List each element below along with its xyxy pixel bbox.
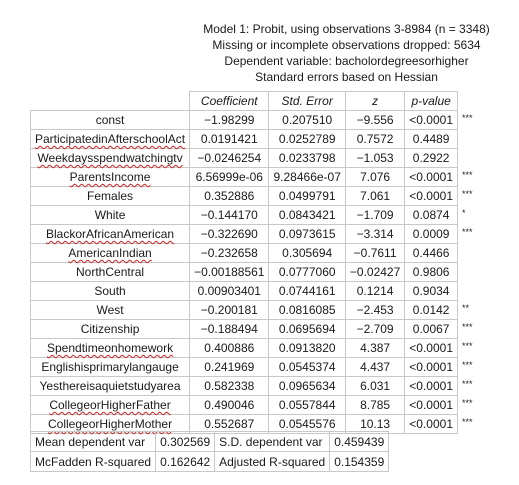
variable-label: CollegeorHigherFather [49,398,171,412]
coefficient-cell: −0.232658 [190,244,269,263]
z-cell: −9.556 [345,111,404,130]
z-cell: −3.314 [345,225,404,244]
table-row [31,111,491,130]
std-error-cell: 0.0545374 [269,358,345,377]
variable-label: Weekdaysspendwatchingtv [37,151,183,165]
coefficient-cell: −0.322690 [190,225,269,244]
dependent-variable [0,54,519,68]
table-row [31,244,491,263]
std-error-cell: 0.0816085 [269,301,345,320]
coefficient-cell: −0.188494 [190,320,269,339]
significance-stars: *** [462,397,473,408]
variable-name [31,377,190,396]
stat-value: 0.459439 [330,432,389,452]
z-cell: 10.13 [345,415,404,434]
table-row [31,263,491,282]
z-cell: 0.7572 [345,130,404,149]
coefficient-cell: 0.0191421 [190,130,269,149]
stat-label: McFadden R-squared [31,452,156,472]
coefficient-cell: −0.0246254 [190,149,269,168]
std-error-cell: 0.0557844 [269,396,345,415]
std-error-cell: 0.0973615 [269,225,345,244]
variable-name [31,339,190,358]
z-cell: 0.1214 [345,282,404,301]
table-row [31,396,491,415]
p-value-cell: <0.0001 [405,111,458,130]
table-row [31,282,491,301]
variable-name [31,130,190,149]
missing-note-text: Missing or incomplete observations dropped: 5634 [212,38,481,52]
variable-name [31,206,190,225]
p-value-cell: <0.0001 [405,339,458,358]
header-z: z [345,92,404,111]
variable-name [31,396,190,415]
z-cell: −2.709 [345,320,404,339]
variable-name [31,282,190,301]
standard-errors-note [0,70,519,84]
table-row [31,149,491,168]
z-cell: −1.053 [345,149,404,168]
table-row [31,301,491,320]
variable-name [31,263,190,282]
z-cell: 6.031 [345,377,404,396]
p-value-cell: 0.4466 [405,244,458,263]
significance-stars: *** [462,378,473,389]
std-error-cell: 0.0695694 [269,320,345,339]
significance-stars: *** [462,226,473,237]
header-coefficient: Coefficient [190,92,269,111]
table-row [31,168,491,187]
std-error-cell: 0.0777060 [269,263,345,282]
variable-label: Englishisprimarylangauge [41,360,179,374]
p-value-cell: 0.9034 [405,282,458,301]
variable-name [31,225,190,244]
std-error-cell: 0.0965634 [269,377,345,396]
p-value-cell: 0.0874 [405,206,458,225]
std-error-cell: 0.0252789 [269,130,345,149]
table-row [31,206,491,225]
coefficient-cell: −1.98299 [190,111,269,130]
significance-stars: *** [462,416,473,427]
z-cell: 7.076 [345,168,404,187]
z-cell: −0.7611 [345,244,404,263]
stat-label: Adjusted R-squared [215,452,330,472]
variable-label: Females [87,189,134,203]
z-cell: 4.437 [345,358,404,377]
significance-stars [458,130,491,149]
table-row [31,130,491,149]
significance-stars: *** [462,112,473,123]
z-cell: −1.709 [345,206,404,225]
stats-row [31,432,389,452]
regression-table [30,91,491,434]
std-error-cell: 0.305694 [269,244,345,263]
model-title-text: Model 1: Probit, using observations 3-8984 (n = 3348) [203,22,490,36]
significance-stars: *** [462,321,473,332]
coefficient-cell: 6.56999e-06 [190,168,269,187]
table-row [31,320,491,339]
std-error-cell: 9.28466e-07 [269,168,345,187]
variable-label: Citizenship [80,322,140,336]
coefficient-cell: 0.00903401 [190,282,269,301]
significance-stars: *** [462,169,473,180]
table-row [31,358,491,377]
standard-errors-note-text: Standard errors based on Hessian [255,70,438,84]
coefficient-cell: 0.490046 [190,396,269,415]
variable-label: West [96,303,124,317]
variable-name [31,111,190,130]
std-error-cell: 0.207510 [269,111,345,130]
p-value-cell: 0.0142 [405,301,458,320]
header-p-value: p-value [405,92,458,111]
variable-name [31,358,190,377]
std-error-cell: 0.0913820 [269,339,345,358]
significance-stars: *** [462,359,473,370]
stats-row [31,452,389,472]
missing-note [0,38,519,52]
std-error-cell: 0.0545576 [269,415,345,434]
coefficient-cell: 0.352886 [190,187,269,206]
coefficient-cell: −0.200181 [190,301,269,320]
table-row [31,339,491,358]
z-cell: 7.061 [345,187,404,206]
table-row [31,377,491,396]
variable-label: Spendtimeonhomework [47,341,174,355]
stat-label: S.D. dependent var [215,432,330,452]
variable-name [31,149,190,168]
variable-label: ParticipatedinAfterschoolAct [35,132,186,146]
z-cell: −2.453 [345,301,404,320]
significance-stars: *** [462,188,473,199]
summary-stats-table [30,431,389,472]
p-value-cell: <0.0001 [405,396,458,415]
model-title [0,22,519,36]
coefficient-cell: 0.582338 [190,377,269,396]
variable-label: AmericanIndian [68,246,152,260]
p-value-cell: <0.0001 [405,358,458,377]
header-blank [31,92,190,111]
significance-stars [458,282,491,301]
significance-stars [458,149,491,168]
p-value-cell: <0.0001 [405,168,458,187]
coefficient-cell: 0.241969 [190,358,269,377]
significance-stars: *** [462,340,473,351]
variable-label: const [95,113,125,127]
variable-name [31,168,190,187]
variable-label: BlackorAfricanAmerican [46,227,175,241]
stat-value: 0.162642 [156,452,215,472]
p-value-cell: <0.0001 [405,187,458,206]
std-error-cell: 0.0499791 [269,187,345,206]
std-error-cell: 0.0843421 [269,206,345,225]
p-value-cell: <0.0001 [405,415,458,434]
p-value-cell: 0.0009 [405,225,458,244]
variable-name [31,320,190,339]
variable-label: ParentsIncome [69,170,151,184]
variable-name [31,244,190,263]
significance-stars: * [462,207,466,218]
significance-stars [458,263,491,282]
variable-name [31,187,190,206]
p-value-cell: 0.9806 [405,263,458,282]
variable-name [31,301,190,320]
stat-label: Mean dependent var [31,432,156,452]
variable-label: South [94,284,126,298]
p-value-cell: 0.2922 [405,149,458,168]
z-cell: −0.02427 [345,263,404,282]
header-stars-blank [458,92,491,111]
variable-label: CollegeorHigherMother [48,417,173,431]
coefficient-cell: 0.552687 [190,415,269,434]
variable-label: Yesthereisaquietstudyarea [39,379,181,393]
header-std-error: Std. Error [269,92,345,111]
variable-label: White [94,208,126,222]
p-value-cell: 0.0067 [405,320,458,339]
regression-table-body [31,111,491,434]
stat-value: 0.154359 [330,452,389,472]
table-row [31,225,491,244]
p-value-cell: <0.0001 [405,377,458,396]
z-cell: 4.387 [345,339,404,358]
z-cell: 8.785 [345,396,404,415]
dependent-variable-text: Dependent variable: bacholordegreesorhigher [224,54,469,68]
significance-stars: ** [462,302,470,313]
std-error-cell: 0.0744161 [269,282,345,301]
stat-value: 0.302569 [156,432,215,452]
coefficient-cell: −0.144170 [190,206,269,225]
coefficient-cell: 0.400886 [190,339,269,358]
significance-stars [458,244,491,263]
variable-label: NorthCentral [76,265,145,279]
table-header-row [31,92,491,111]
coefficient-cell: −0.00188561 [190,263,269,282]
p-value-cell: 0.4489 [405,130,458,149]
std-error-cell: 0.0233798 [269,149,345,168]
table-row [31,187,491,206]
